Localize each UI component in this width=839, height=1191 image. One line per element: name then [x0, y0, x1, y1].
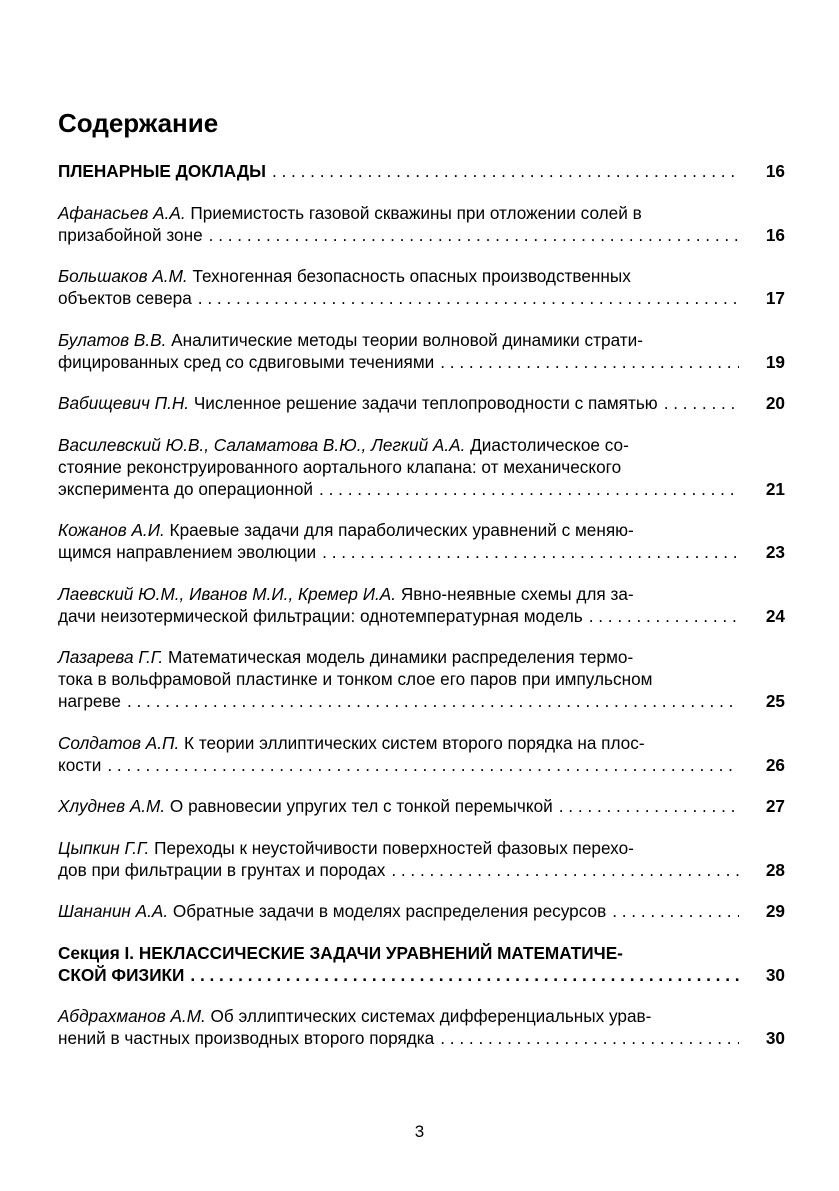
- toc-entry-author: Солдатов А.П.: [58, 732, 180, 753]
- toc-entry-text-line: ПЛЕНАРНЫЕ ДОКЛАДЫ: [58, 161, 266, 181]
- toc-entry[interactable]: [58, 583, 785, 627]
- dot-leader: [127, 690, 739, 712]
- toc-entry-page-number: 27: [765, 796, 785, 816]
- toc-entry-page-number: 20: [765, 393, 785, 413]
- toc-entry-text-line: эксперимента до операционной: [58, 478, 314, 499]
- toc-entry-text-line: дов при фильтрации в грунтах и породах: [58, 859, 386, 880]
- toc-entry-text-line: щимся направлением эволюции: [58, 542, 317, 562]
- toc-entry-page-number: 29: [765, 901, 785, 921]
- dot-leader: [664, 392, 739, 414]
- toc-entry-text-line: Техногенная безопасность опасных производственных: [187, 266, 631, 286]
- toc-entry-page-number: 26: [765, 754, 785, 775]
- toc-entry-text-line: кости: [58, 754, 102, 775]
- toc-entry-author: Хлуднев А.М.: [58, 796, 166, 816]
- toc-entry[interactable]: [58, 392, 785, 414]
- toc-entry-author: Большаков А.М.: [58, 266, 188, 286]
- toc-entry[interactable]: [58, 837, 785, 881]
- toc-entry-text-line: Об эллиптических системах дифференциальных урав-: [205, 1006, 652, 1026]
- toc-entry-page-number: 21: [765, 478, 785, 499]
- toc-entry-text-line: объектов севера: [58, 288, 192, 308]
- toc-entry-text-line: нагреве: [58, 691, 121, 711]
- toc-entry-text-line: нений в частных производных второго порядка: [58, 1028, 435, 1048]
- toc-entry-author: Цыпкин Г.Г.: [58, 837, 150, 858]
- toc-entry-author: Лазарева Г.Г.: [58, 647, 164, 667]
- dot-leader: [319, 478, 739, 500]
- toc-entry-page-number: 16: [765, 224, 785, 245]
- toc-entry-page-number: 17: [765, 288, 785, 308]
- toc-entry-text-line: О равновесии упругих тел с тонкой перемычкой: [165, 796, 553, 816]
- dot-leader: [440, 351, 739, 373]
- toc-entry-text-line: фицированных сред со сдвиговыми течениями: [58, 351, 435, 372]
- table-of-contents: [58, 160, 785, 1069]
- toc-entry[interactable]: [58, 795, 785, 817]
- toc-entry-text-line: Краевые задачи для параболических уравнений с меняю-: [164, 520, 634, 540]
- toc-entry-text-line: стояние реконструированного аортального клапана: от механического: [58, 456, 622, 477]
- toc-entry[interactable]: [58, 329, 785, 373]
- toc-entry-text-line: Численное решение задачи теплопроводности с памятью: [189, 393, 658, 413]
- toc-entry[interactable]: [58, 1005, 785, 1049]
- toc-entry[interactable]: [58, 732, 785, 776]
- toc-entry-text-line: призабойной зоне: [58, 224, 203, 245]
- dot-leader: [589, 605, 739, 627]
- dot-leader: [107, 754, 739, 776]
- page-title: Содержание: [58, 108, 219, 138]
- dot-leader: [190, 964, 739, 986]
- toc-entry-text-line: Приемистость газовой скважины при отложении солей в: [185, 202, 642, 223]
- toc-entry-text-line: тока в вольфрамовой пластинке и тонком слое его паров при импульсном: [58, 669, 653, 689]
- toc-entry-author: Шананин А.А.: [58, 901, 169, 921]
- toc-entry[interactable]: [58, 434, 785, 500]
- toc-entry-page-number: 30: [765, 1028, 785, 1048]
- dot-leader: [440, 1027, 739, 1049]
- dot-leader: [272, 160, 739, 182]
- dot-leader: [559, 795, 739, 817]
- toc-entry-author: Абдрахманов А.М.: [58, 1006, 206, 1026]
- toc-entry-page-number: 19: [765, 351, 785, 372]
- toc-entry[interactable]: [58, 646, 785, 712]
- toc-entry-text-line: Диастолическое со-: [465, 434, 629, 455]
- toc-entry-text-line: Аналитические методы теории волновой динамики страти-: [166, 329, 643, 350]
- toc-entry-page-number: 24: [765, 605, 785, 626]
- toc-entry[interactable]: [58, 519, 785, 563]
- toc-entry-page-number: 30: [765, 964, 785, 985]
- toc-entry-text-line: К теории эллиптических систем второго порядка на плос-: [179, 732, 645, 753]
- toc-entry-author: Василевский Ю.В., Саламатова В.Ю., Легкий А.А.: [58, 434, 466, 455]
- toc-entry-text-line: Математическая модель динамики распределения термо-: [163, 647, 634, 667]
- dot-leader: [322, 541, 739, 563]
- toc-entry[interactable]: [58, 160, 785, 182]
- dot-leader: [209, 224, 739, 246]
- toc-entry-author: Кожанов А.И.: [58, 520, 165, 540]
- toc-entry[interactable]: [58, 942, 785, 986]
- toc-entry-text-line: Переходы к неустойчивости поверхностей фазовых перехо-: [149, 837, 634, 858]
- toc-entry-author: Афанасьев А.А.: [58, 202, 186, 223]
- dot-leader: [391, 859, 739, 881]
- toc-entry-text-line: Явно-неявные схемы для за-: [396, 583, 634, 604]
- dot-leader: [612, 900, 739, 922]
- dot-leader: [198, 287, 739, 309]
- toc-entry[interactable]: [58, 202, 785, 246]
- toc-entry[interactable]: [58, 265, 785, 309]
- toc-entry-author: Лаевский Ю.М., Иванов М.И., Кремер И.А.: [58, 583, 397, 604]
- toc-entry-page-number: 16: [765, 161, 785, 181]
- toc-entry-page-number: 23: [765, 542, 785, 562]
- toc-entry-text-line: Обратные задачи в моделях распределения ресурсов: [168, 901, 607, 921]
- toc-entry-text-line: Секция I. НЕКЛАССИЧЕСКИЕ ЗАДАЧИ УРАВНЕНИЙ МАТЕМАТИЧЕ-: [58, 942, 623, 963]
- page-number: 3: [414, 1122, 425, 1141]
- toc-entry-page-number: 25: [765, 691, 785, 711]
- toc-entry[interactable]: [58, 900, 785, 922]
- toc-entry-author: Булатов В.В.: [58, 329, 167, 350]
- toc-entry-text-line: дачи неизотермической фильтрации: однотемпературная модель: [58, 605, 583, 626]
- toc-entry-author: Вабищевич П.Н.: [58, 393, 190, 413]
- toc-entry-page-number: 28: [765, 859, 785, 880]
- toc-entry-text-line: СКОЙ ФИЗИКИ: [58, 964, 185, 985]
